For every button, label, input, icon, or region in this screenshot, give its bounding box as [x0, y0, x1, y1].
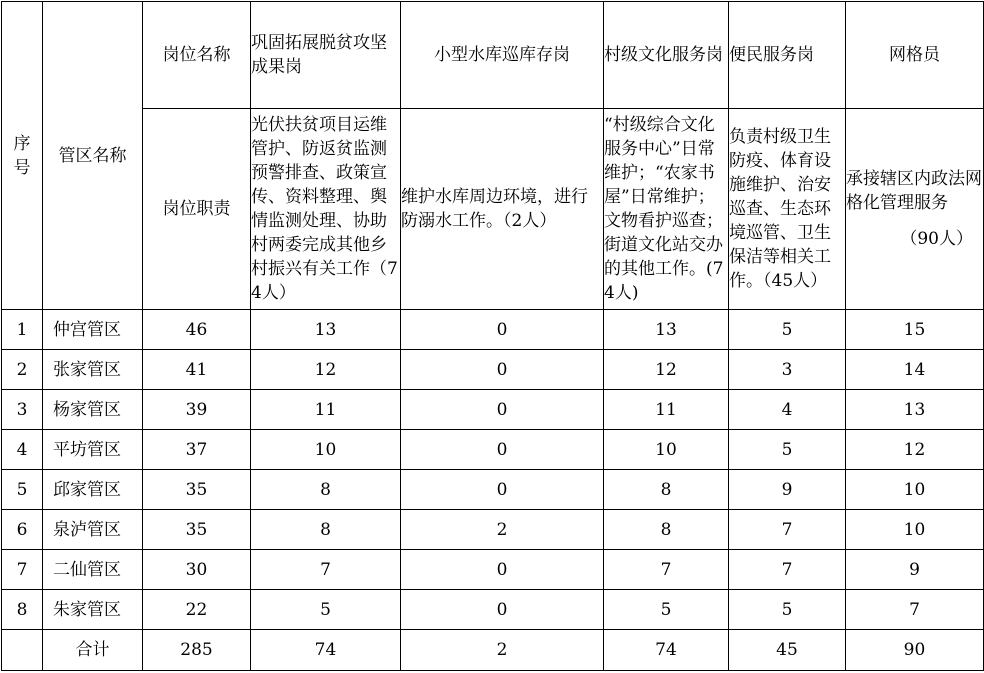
row-post-3-count: 7 — [604, 550, 729, 590]
table-row — [2, 430, 984, 470]
row-post-1-count: 13 — [251, 310, 401, 350]
total-post-3: 74 — [604, 630, 729, 671]
row-post-1-count: 8 — [251, 510, 401, 550]
row-seq: 6 — [2, 510, 43, 550]
row-total: 46 — [143, 310, 251, 350]
row-area-name: 泉泸管区 — [43, 510, 143, 550]
row-post-4-count: 9 — [729, 470, 846, 510]
post-3-name: 村级文化服务岗 — [604, 2, 729, 109]
header-row-post-names — [2, 2, 984, 109]
post-5-name: 网格员 — [846, 2, 984, 109]
total-post-2: 2 — [401, 630, 604, 671]
row-seq: 2 — [2, 350, 43, 390]
row-post-2-count: 0 — [401, 310, 604, 350]
row-seq: 8 — [2, 590, 43, 630]
row-area-name: 仲宫管区 — [43, 310, 143, 350]
row-post-4-count: 4 — [729, 390, 846, 430]
row-seq: 7 — [2, 550, 43, 590]
row-post-3-count: 12 — [604, 350, 729, 390]
header-row-post-duties — [2, 109, 984, 310]
row-post-5-count: 10 — [846, 470, 984, 510]
row-total: 22 — [143, 590, 251, 630]
total-post-5: 90 — [846, 630, 984, 671]
row-post-2-count: 0 — [401, 470, 604, 510]
post-5-duty — [846, 109, 984, 310]
row-seq: 4 — [2, 430, 43, 470]
table-row — [2, 310, 984, 350]
area-name-header: 管区名称 — [43, 2, 143, 310]
row-total: 35 — [143, 470, 251, 510]
total-post-4: 45 — [729, 630, 846, 671]
table-row — [2, 510, 984, 550]
total-sum: 285 — [143, 630, 251, 671]
post-3-duty: “村级综合文化服务中心”日常维护；“农家书屋”日常维护；文物看护巡查；街道文化站交办的其他工作。(74人) — [604, 109, 729, 310]
row-post-3-count: 8 — [604, 510, 729, 550]
row-area-name: 张家管区 — [43, 350, 143, 390]
post-2-duty: 维护水库周边环境，进行防溺水工作。（2人） — [401, 109, 604, 310]
post-5-duty-text: 承接辖区内政法网格化管理服务 — [846, 169, 982, 213]
post-name-header: 岗位名称 — [143, 2, 251, 109]
seq-header — [2, 2, 43, 310]
table-row — [2, 350, 984, 390]
post-2-name: 小型水库巡库存岗 — [401, 2, 604, 109]
row-total: 39 — [143, 390, 251, 430]
row-post-2-count: 0 — [401, 550, 604, 590]
row-area-name: 二仙管区 — [43, 550, 143, 590]
row-post-1-count: 8 — [251, 470, 401, 510]
row-post-4-count: 5 — [729, 430, 846, 470]
post-1-name: 巩固拓展脱贫攻坚成果岗 — [251, 2, 401, 109]
row-post-3-count: 11 — [604, 390, 729, 430]
row-post-3-count: 13 — [604, 310, 729, 350]
row-post-5-count: 13 — [846, 390, 984, 430]
row-post-3-count: 10 — [604, 430, 729, 470]
row-area-name: 邱家管区 — [43, 470, 143, 510]
row-post-4-count: 3 — [729, 350, 846, 390]
row-seq: 3 — [2, 390, 43, 430]
row-post-3-count: 5 — [604, 590, 729, 630]
post-1-duty: 光伏扶贫项目运维管护、防返贫监测预警排查、政策宣传、资料整理、舆情监测处理、协助村两委完成其他乡村振兴有关工作（74人） — [251, 109, 401, 310]
staffing-table — [1, 1, 984, 671]
row-total: 30 — [143, 550, 251, 590]
post-5-duty-count: （90人） — [900, 229, 973, 249]
row-seq: 5 — [2, 470, 43, 510]
row-post-5-count: 12 — [846, 430, 984, 470]
row-post-5-count: 15 — [846, 310, 984, 350]
row-post-3-count: 8 — [604, 470, 729, 510]
total-label: 合计 — [43, 630, 143, 671]
row-post-5-count: 14 — [846, 350, 984, 390]
row-post-4-count: 5 — [729, 590, 846, 630]
table-row — [2, 390, 984, 430]
row-post-1-count: 5 — [251, 590, 401, 630]
row-total: 37 — [143, 430, 251, 470]
row-post-2-count: 0 — [401, 390, 604, 430]
row-post-1-count: 12 — [251, 350, 401, 390]
row-post-2-count: 0 — [401, 350, 604, 390]
table-row — [2, 590, 984, 630]
post-duty-header: 岗位职责 — [143, 109, 251, 310]
row-total: 41 — [143, 350, 251, 390]
row-area-name: 朱家管区 — [43, 590, 143, 630]
row-post-2-count: 2 — [401, 510, 604, 550]
row-post-2-count: 0 — [401, 430, 604, 470]
row-post-5-count: 10 — [846, 510, 984, 550]
row-post-1-count: 7 — [251, 550, 401, 590]
row-total: 35 — [143, 510, 251, 550]
row-post-4-count: 7 — [729, 550, 846, 590]
row-post-5-count: 7 — [846, 590, 984, 630]
row-post-5-count: 9 — [846, 550, 984, 590]
row-post-4-count: 7 — [729, 510, 846, 550]
post-4-duty: 负责村级卫生防疫、体育设施维护、治安巡查、生态环境巡管、卫生保洁等相关工作。（45人） — [729, 109, 846, 310]
row-seq: 1 — [2, 310, 43, 350]
row-area-name: 平坊管区 — [43, 430, 143, 470]
row-post-1-count: 11 — [251, 390, 401, 430]
post-4-name: 便民服务岗 — [729, 2, 846, 109]
table-row — [2, 470, 984, 510]
row-area-name: 杨家管区 — [43, 390, 143, 430]
table-row — [2, 550, 984, 590]
total-post-1: 74 — [251, 630, 401, 671]
row-post-4-count: 5 — [729, 310, 846, 350]
data-rows — [2, 310, 984, 630]
total-seq-cell — [2, 630, 43, 671]
row-post-1-count: 10 — [251, 430, 401, 470]
seq-header-text: 序号 — [13, 133, 31, 178]
row-post-2-count: 0 — [401, 590, 604, 630]
total-row — [2, 630, 984, 671]
